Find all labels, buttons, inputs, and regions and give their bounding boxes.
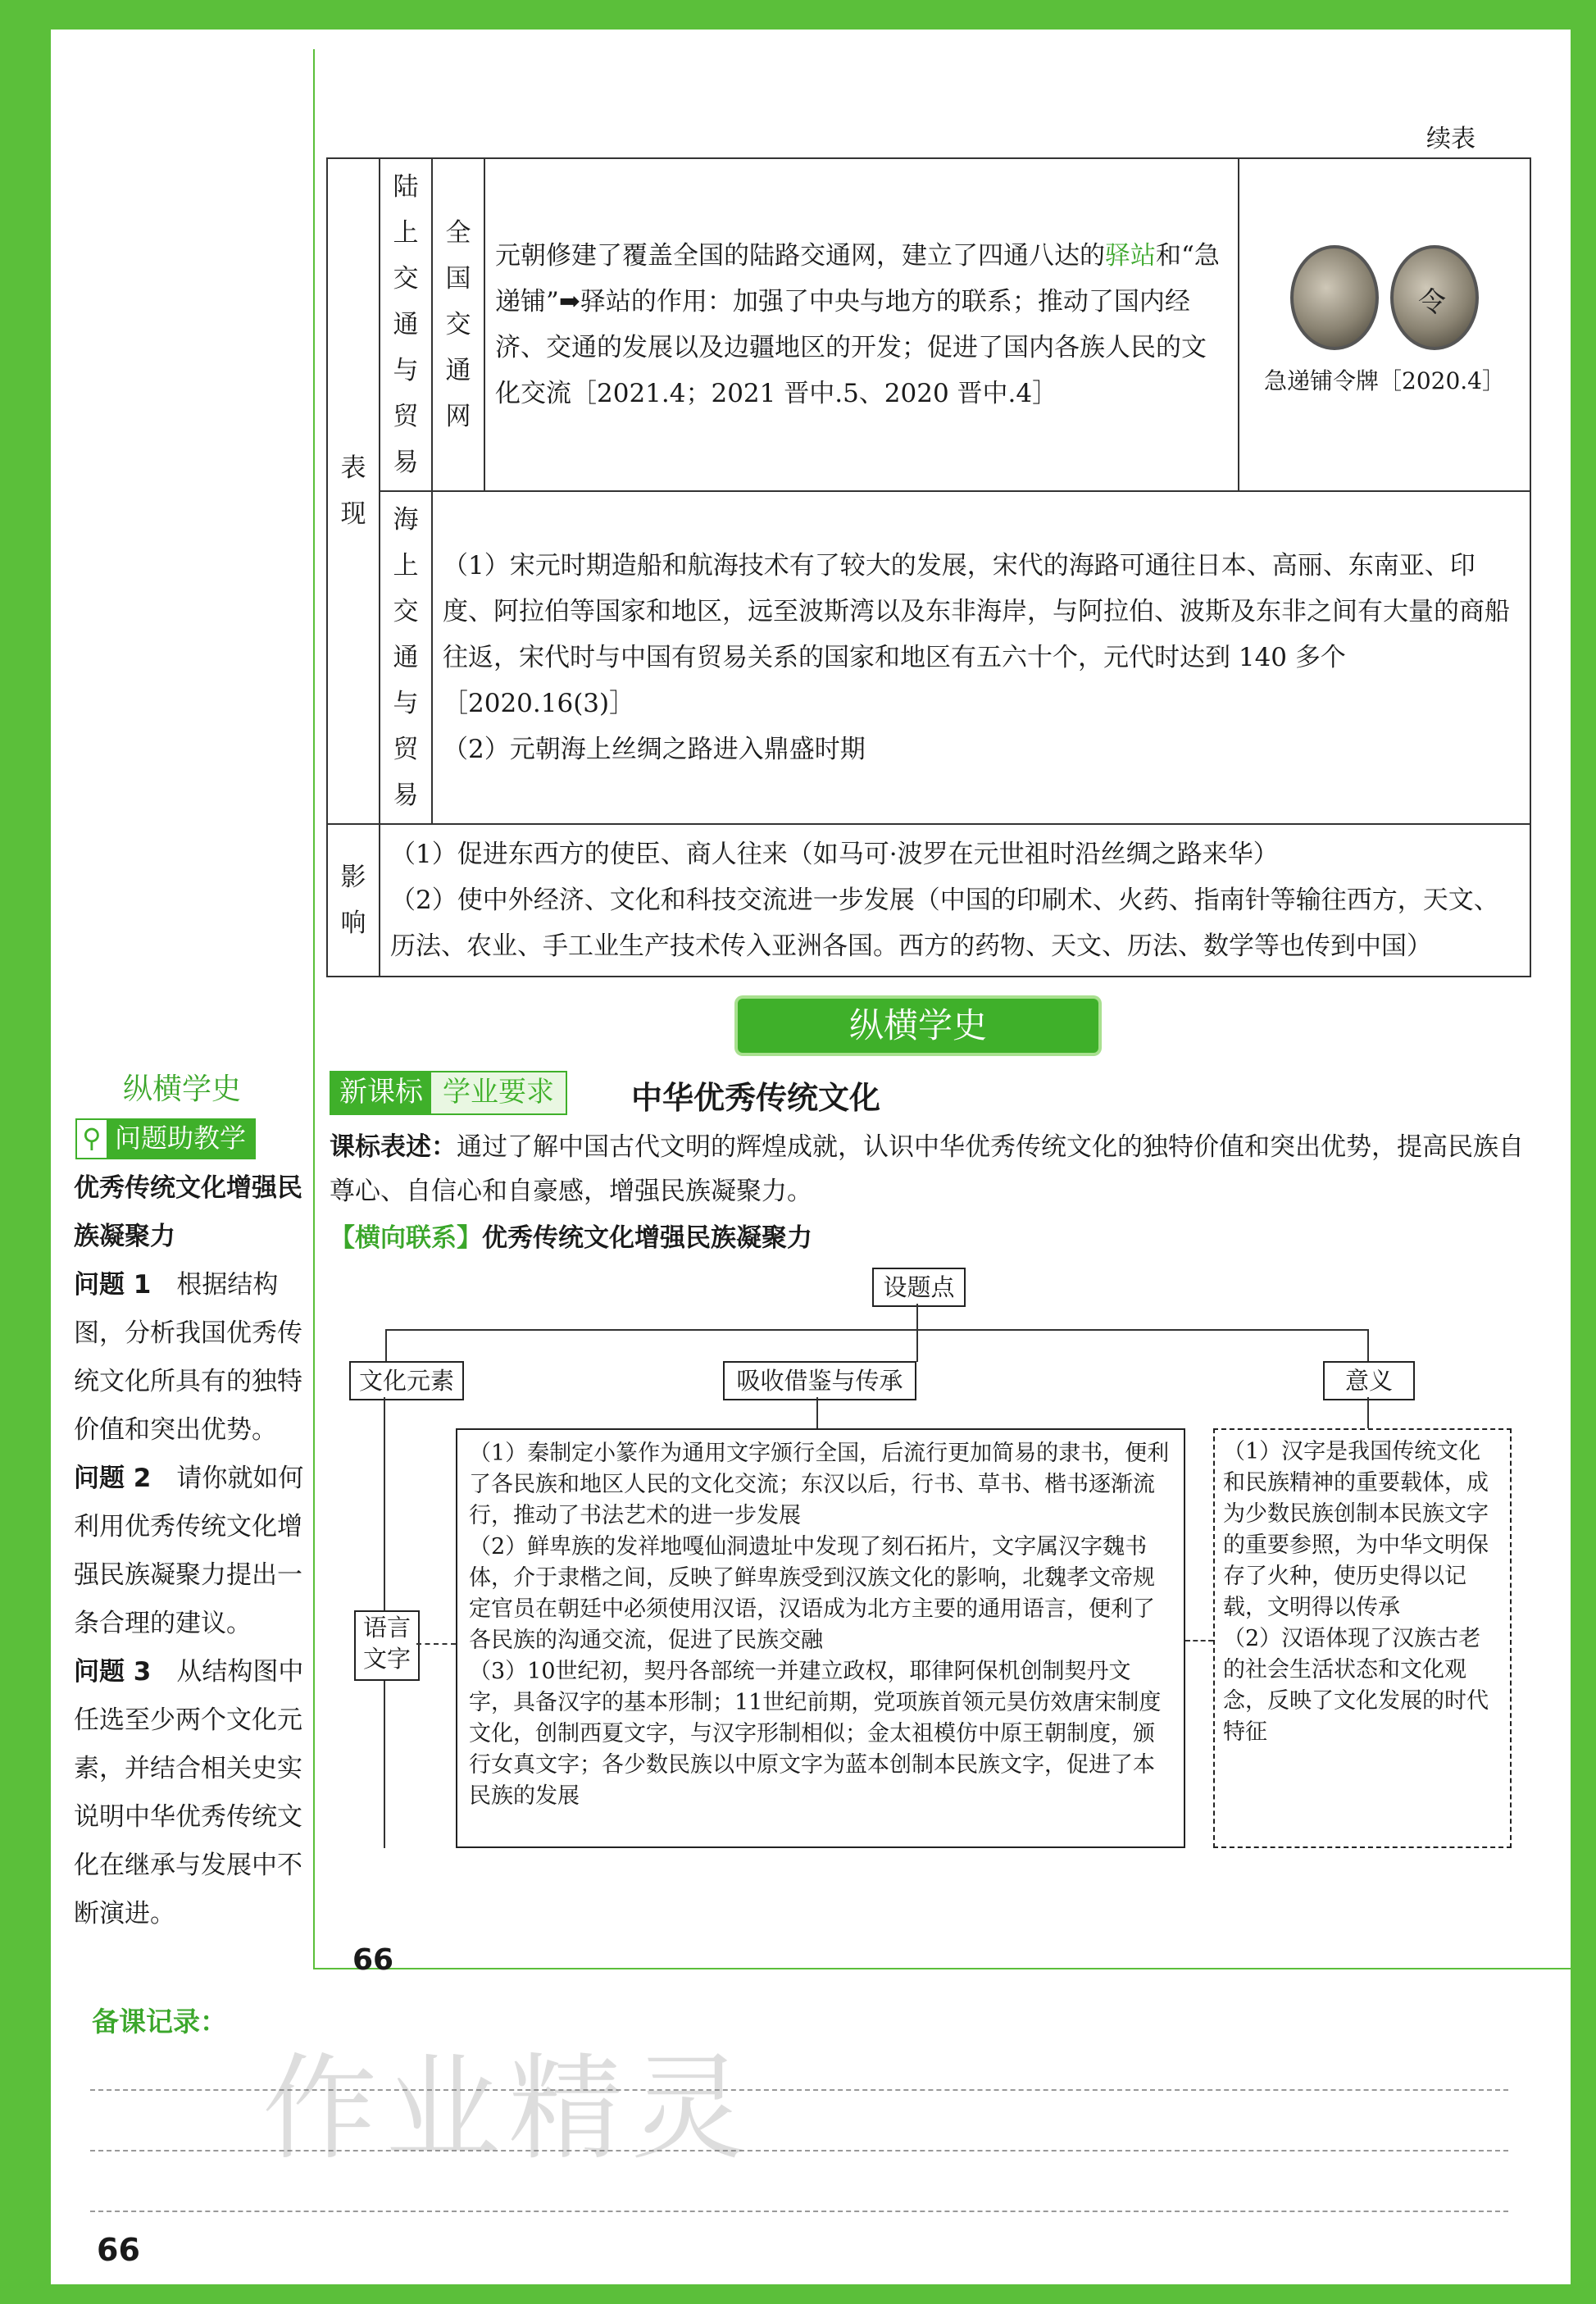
sea-label: 海上交通与贸易 (380, 491, 432, 824)
content-box-middle: （1）秦制定小篆作为通用文字颁行全国，后流行更加简易的隶书，便利了各民族和地区人民的文化交流；东汉以后，行书、草书、楷书逐渐流行，推动了书法艺术的进一步发展 （2）鲜卑族的发祥地嘎仙洞遗址中发现了刻石拓片，文字属汉字魏书体，介于隶楷之间，反映了鲜卑族受到汉族文化的影响，北魏孝文帝规定官员在朝廷中必须使用汉语，汉语成为北方主要的通用语言，便利了各民族的沟通交流，促进了民族交融 （3）10世纪初，契丹各部统一并建立政权，耶律阿保机创制契丹文字，具备汉字的基本形制；11世纪前期，党项族首领元昊仿效唐宋制度文化，创制西夏文字，与汉字形制相似；金太祖模仿中原王朝制度，颁行女真文字；各少数民族以中原文字为蓝本创制本民族文字，促进了本民族的发展 (456, 1428, 1185, 1848)
page-number: 66 (352, 1943, 394, 1977)
connector (816, 1397, 818, 1428)
sidebar-divider (313, 49, 315, 1968)
connector (416, 1643, 456, 1645)
land-content: 元朝修建了覆盖全国的陆路交通网，建立了四通八达的驿站和“急递铺”➡驿站的作用：加强了中央与地方的联系；推动了国内经济、交通的发展以及边疆地区的开发；促进了国内各族人民的文化交流［2021.4；2021 晋中.5、2020 晋中.4］ (484, 158, 1239, 491)
coin-caption: 急递铺令牌［2020.4］ (1264, 367, 1505, 394)
influence-content: （1）促进东西方的使臣、商人往来（如马可·波罗在元世祖时沿丝绸之路来华） （2）使中外经济、文化和科技交流进一步发展（中国的印刷术、火药、指南针等输往西方，天文、历法、农业、手工业生产技术传入亚洲各国。西方的药物、天文、历法、数学等也传到中国） (380, 824, 1530, 977)
topic-title: 中华优秀传统文化 (631, 1080, 881, 1116)
content-bottom-divider (313, 1968, 1571, 1969)
section-banner: 纵横学史 (738, 999, 1098, 1053)
content-box-right: （1）汉字是我国传统文化和民族精神的重要载体，成为少数民族创制本民族文字的重要参照，为中华文明保存了火种，使历史得以记载，文明得以传承 （2）汉语体现了汉族古老的社会生活状态和文化观念，反映了文化发展的时代特征 (1213, 1428, 1512, 1848)
notes-line[interactable] (90, 2211, 1508, 2212)
land-label: 陆上交通与贸易 (380, 158, 432, 491)
horizontal-link-title: 【横向联系】优秀传统文化增强民族凝聚力 (330, 1223, 812, 1253)
diagram-root: 设题点 (872, 1268, 966, 1307)
highlight-term: 驿站 (1105, 241, 1156, 271)
notes-label: 备课记录： (92, 2006, 227, 2038)
connector (1367, 1397, 1369, 1428)
search-icon: ⚲ (77, 1120, 107, 1158)
left-border (0, 0, 51, 2304)
top-border (0, 0, 1596, 30)
history-table (326, 157, 1531, 977)
page-number-outer: 66 (97, 2232, 140, 2268)
connector (916, 1329, 918, 1362)
connector (1367, 1329, 1369, 1362)
connector (385, 1329, 1369, 1331)
row-header-performance: 表现 (327, 158, 380, 824)
token-image: 令 (1390, 245, 1479, 350)
coin-cell (1239, 158, 1530, 491)
sidebar-title: 纵横学史 (123, 1072, 242, 1106)
land-sub-label: 全国交通网 (432, 158, 484, 491)
arrow-icon: ➡ (558, 287, 580, 316)
branch-culture-elements: 文化元素 (349, 1361, 464, 1400)
row-header-influence: 影响 (327, 824, 380, 977)
sidebar-tag: ⚲ 问题助教学 (75, 1118, 256, 1159)
branch-absorb-inherit: 吸收借鉴与传承 (723, 1361, 916, 1400)
curriculum-standard: 课标表述：通过了解中国古代文明的辉煌成就，认识中华优秀传统文化的独特价值和突出优势，提高民族自尊心、自信心和自豪感，增强民族凝聚力。 (330, 1132, 1524, 1206)
connector (385, 1329, 387, 1362)
bottom-border (0, 2284, 1596, 2304)
curriculum-tag: 新课标 学业要求 (330, 1071, 567, 1115)
branch-significance: 意义 (1323, 1361, 1415, 1400)
sidebar-heading: 优秀传统文化增强民族凝聚力 (74, 1173, 302, 1251)
watermark: 作业精灵 (262, 2042, 755, 2176)
right-border (1571, 0, 1596, 2304)
sidebar-questions: 优秀传统文化增强民族凝聚力 问题 1 根据结构图，分析我国优秀传统文化所具有的独特价值和突出优势。 问题 2 请你就如何利用优秀传统文化增强民族凝聚力提出一条合理的建议。 问题 3 从结构图中任选至少两个文化元素，并结合相关史实说明中华优秀传统文化在继承与发展中不断演进。 (74, 1164, 305, 1938)
continued-label: 续表 (1426, 125, 1476, 153)
token-image (1290, 245, 1379, 350)
connector (916, 1304, 918, 1330)
connector (1185, 1640, 1213, 1641)
sea-content: （1）宋元时期造船和航海技术有了较大的发展，宋代的海路可通往日本、高丽、东南亚、印度、阿拉伯等国家和地区，远至波斯湾以及东非海岸，与阿拉伯、波斯及东非之间有大量的商船往返，宋代时与中国有贸易关系的国家和地区有五六十个，元代时达到 140 多个［2020.16(3)］ （2）元朝海上丝绸之路进入鼎盛时期 (432, 491, 1530, 824)
leaf-language-script: 语言文字 (354, 1610, 420, 1681)
